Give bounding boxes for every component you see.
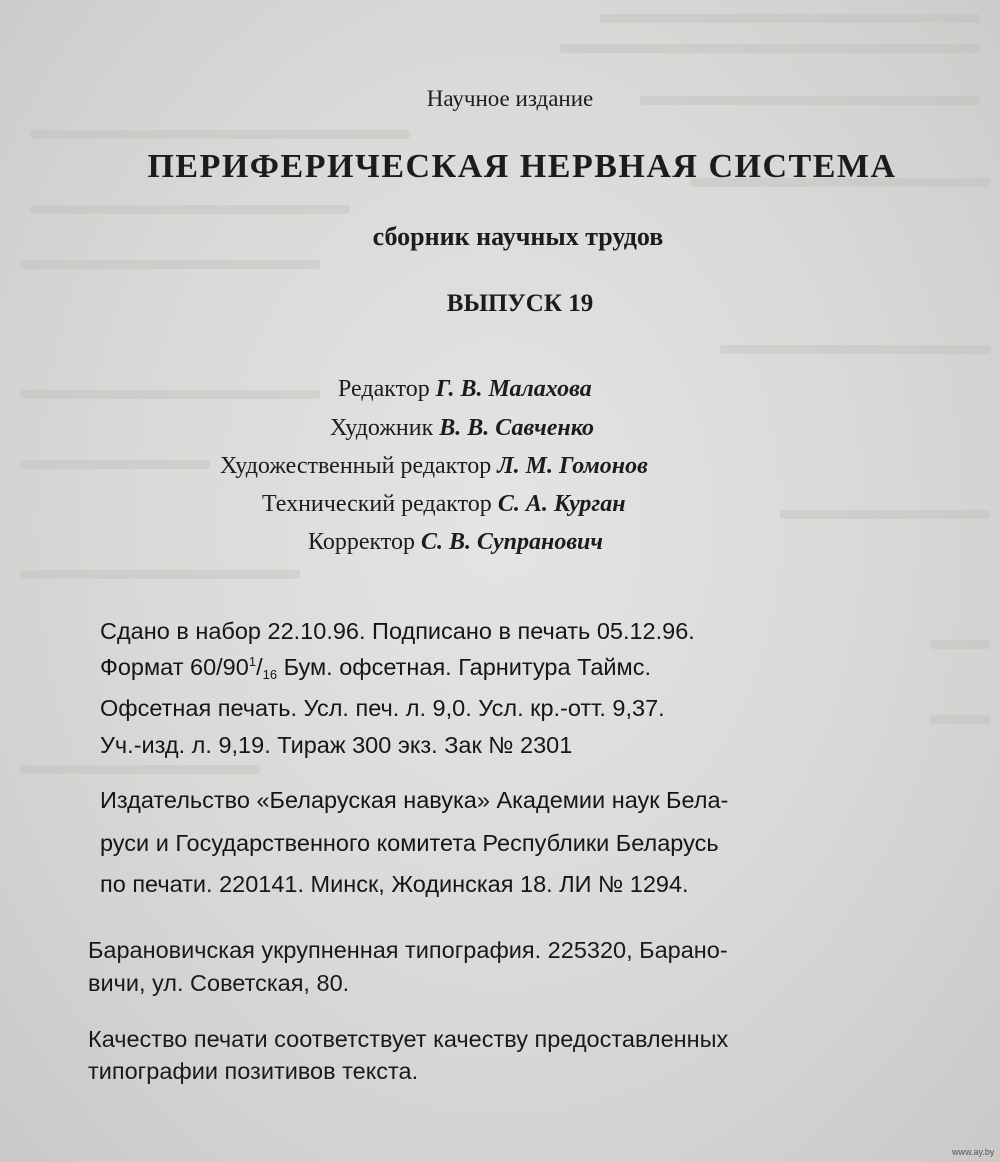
edition-type: Научное издание (426, 86, 594, 111)
credit-proofreader (308, 529, 603, 556)
credit-role: Корректор (308, 529, 415, 555)
printer-line: Барановичская укрупненная типография. 225320, Барано- (88, 937, 728, 963)
issue-number: ВЫПУСК 19 (446, 290, 594, 317)
imprint-circulation: Уч.-изд. л. 9,19. Тираж 300 экз. Зак № 2301 (100, 732, 573, 758)
credit-name: Г. В. Малахова (435, 376, 592, 402)
publisher-line: Издательство «Беларуская навука» Академии наук Бела- (100, 787, 729, 813)
publisher-line: руси и Государственного комитета Республики Беларусь (100, 830, 719, 856)
quality-line: типографии позитивов текста. (88, 1058, 419, 1084)
imprint-format: Формат $60/90^1/_{16}$ Бум. офсетная. Гарнитура Таймс. (100, 654, 651, 682)
imprint-dates: Сдано в набор 22.10.96. Подписано в печать 05.12.96. (100, 618, 695, 644)
credit-name: В. В. Савченко (439, 415, 594, 441)
credit-role: Технический редактор (262, 491, 492, 517)
watermark: www.ay.by (952, 1147, 995, 1157)
credit-role: Художник (330, 415, 434, 441)
credit-editor (338, 376, 592, 403)
credit-role: Художественный редактор (220, 453, 492, 479)
publisher-line: по печати. 220141. Минск, Жодинская 18. ЛИ № 1294. (100, 871, 689, 897)
imprint-print-sheets: Офсетная печать. Усл. печ. л. 9,0. Усл. кр.-отт. 9,37. (100, 695, 665, 721)
credit-name: С. А. Курган (497, 491, 626, 517)
credit-artist (330, 415, 594, 442)
credit-name: Л. М. Гомонов (497, 453, 648, 479)
book-title: ПЕРИФЕРИЧЕСКАЯ НЕРВНАЯ СИСТЕМА (147, 148, 897, 185)
credit-role: Редактор (338, 376, 430, 402)
book-subtitle: сборник научных трудов (372, 222, 664, 251)
quality-line: Качество печати соответствует качеству предоставленных (88, 1026, 729, 1052)
credit-art-editor (220, 453, 648, 480)
credit-name: С. В. Супранович (420, 529, 603, 555)
credit-technical-editor (262, 491, 626, 518)
printer-line: вичи, ул. Советская, 80. (88, 970, 350, 996)
